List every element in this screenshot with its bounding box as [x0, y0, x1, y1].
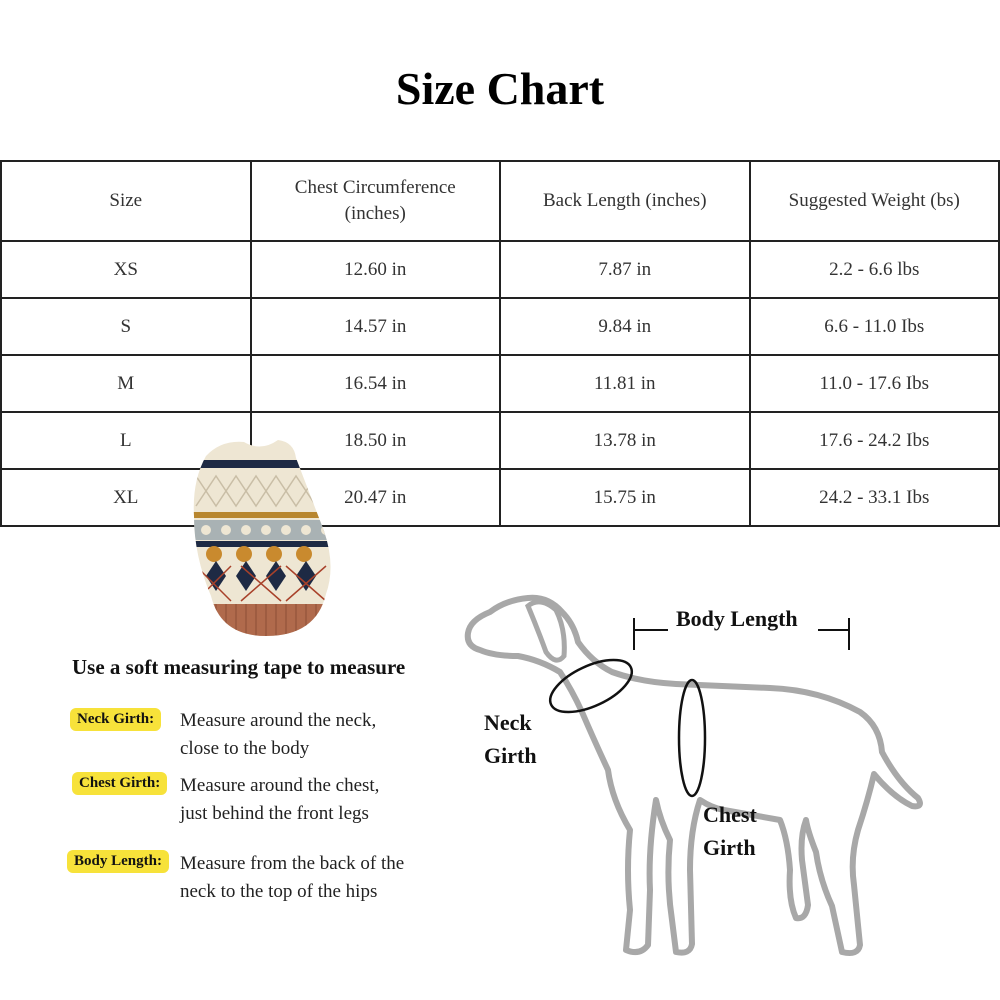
chest-girth-line1: Measure around the chest,	[180, 775, 380, 796]
cell-back-length: 13.78 in	[500, 412, 750, 469]
cell-weight: 2.2 - 6.6 lbs	[750, 241, 1000, 298]
chest-label-line2: Girth	[703, 835, 756, 860]
cell-back-length: 7.87 in	[500, 241, 750, 298]
chest-girth-line2: just behind the front legs	[180, 803, 369, 824]
header-chest: Chest Circumference (inches)	[251, 161, 501, 241]
chest-girth-diagram-label	[703, 798, 757, 864]
body-length-description	[180, 850, 470, 906]
neck-girth-label: Neck Girth:	[70, 708, 161, 731]
cell-size: XL	[1, 469, 251, 526]
body-length-diagram-label: Body Length	[676, 606, 798, 631]
cell-size: S	[1, 298, 251, 355]
chest-girth-description	[180, 772, 470, 828]
sweater-image	[186, 436, 336, 641]
cell-back-length: 9.84 in	[500, 298, 750, 355]
cell-size: M	[1, 355, 251, 412]
dog-outline	[468, 598, 920, 953]
cell-size: XS	[1, 241, 251, 298]
body-length-line1: Measure from the back of the	[180, 853, 405, 874]
table-row	[1, 469, 999, 526]
table-row	[1, 355, 999, 412]
neck-girth-diagram-label	[484, 706, 537, 772]
neck-label-line1: Neck	[484, 710, 532, 735]
cell-chest: 12.60 in	[251, 241, 501, 298]
cell-weight: 11.0 - 17.6 Ibs	[750, 355, 1000, 412]
cell-chest: 18.50 in	[251, 412, 501, 469]
dog-ear	[528, 602, 564, 660]
cell-back-length: 15.75 in	[500, 469, 750, 526]
chest-girth-label: Chest Girth:	[72, 772, 167, 795]
header-weight: Suggested Weight (bs)	[750, 161, 1000, 241]
cell-chest: 16.54 in	[251, 355, 501, 412]
chest-label-line1: Chest	[703, 802, 757, 827]
body-length-line2: neck to the top of the hips	[180, 881, 378, 902]
cell-chest: 20.47 in	[251, 469, 501, 526]
cell-weight: 17.6 - 24.2 Ibs	[750, 412, 1000, 469]
page-title: Size Chart	[395, 63, 605, 114]
body-length-label: Body Length:	[67, 850, 169, 873]
neck-girth-line2: close to the body	[180, 738, 310, 759]
chest-girth-ellipse	[679, 680, 705, 796]
instructions-heading: Use a soft measuring tape to measure	[72, 655, 406, 679]
cell-size: L	[1, 412, 251, 469]
table-row	[1, 241, 999, 298]
table-row	[1, 412, 999, 469]
header-back-length: Back Length (inches)	[500, 161, 750, 241]
size-table	[0, 160, 1000, 527]
table-header-row	[1, 161, 999, 241]
neck-label-line2: Girth	[484, 743, 537, 768]
neck-girth-line1: Measure around the neck,	[180, 710, 377, 731]
cell-weight: 6.6 - 11.0 Ibs	[750, 298, 1000, 355]
cell-weight: 24.2 - 33.1 Ibs	[750, 469, 1000, 526]
cell-chest: 14.57 in	[251, 298, 501, 355]
table-row	[1, 298, 999, 355]
header-size: Size	[1, 161, 251, 241]
dog-outline-diagram	[440, 575, 980, 975]
neck-girth-description	[180, 707, 470, 763]
cell-back-length: 11.81 in	[500, 355, 750, 412]
